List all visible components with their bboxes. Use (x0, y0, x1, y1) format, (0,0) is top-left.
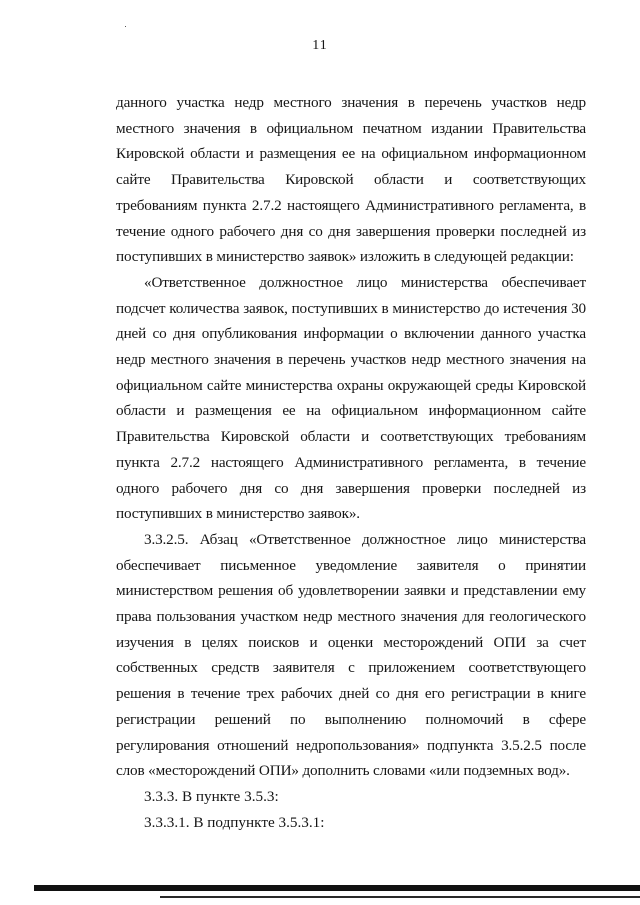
scan-speck (125, 26, 126, 27)
scan-edge-bar (34, 885, 640, 891)
paragraph-new-wording: «Ответственное должностное лицо министерства обеспечивает подсчет количества заявок, поступивших в министерство до истечения 30 дней со дня опубликования информации о включении данного участка недр местного значения в перечень участков недр местного значения на официальном сайте министерства охраны окружающей среды Кировской области и размещения ее на официальном информационном сайте Правительства Кировской области и соответствующих требованиям пункта 2.7.2 настоящего Административного регламента, в течение одного рабочего дня со дня завершения проверки последней из поступивших в министерство заявок». (116, 273, 586, 523)
paragraph-3-3-3-1: 3.3.3.1. В подпункте 3.5.3.1: (144, 813, 325, 831)
paragraph-3-3-2-5: 3.3.2.5. Абзац «Ответственное должностное лицо министерства обеспечивает письменное уведомление заявителя о принятии министерством решения об удовлетворении заявки и представлении ему права пользования участком недр местного значения для геологического изучения в целях поисков и оценки месторождений ОПИ за счет собственных средств заявителя с приложением соответствующего решения в течение трех рабочих дней со дня его регистрации в книге регистрации решений по выполнению полномочий в сфере регулирования отношений недропользования» подпункта 3.5.2.5 после слов «месторождений ОПИ» дополнить словами «или подземных вод». (116, 530, 586, 780)
document-body (116, 90, 586, 835)
page-number: 11 (312, 38, 328, 53)
scan-edge-line (160, 896, 640, 898)
paragraph-continuation: данного участка недр местного значения в перечень участков недр местного значения в официальном печатном издании Правительства Кировской области и размещения ее на официальном информационном сайте Правительства Кировской области и соответствующих требованиям пункта 2.7.2 настоящего Административного регламента, в течение одного рабочего дня со дня завершения проверки последней из поступивших в министерство заявок» изложить в следующей редакции: (116, 94, 586, 266)
paragraph-3-3-3: 3.3.3. В пункте 3.5.3: (144, 787, 279, 805)
